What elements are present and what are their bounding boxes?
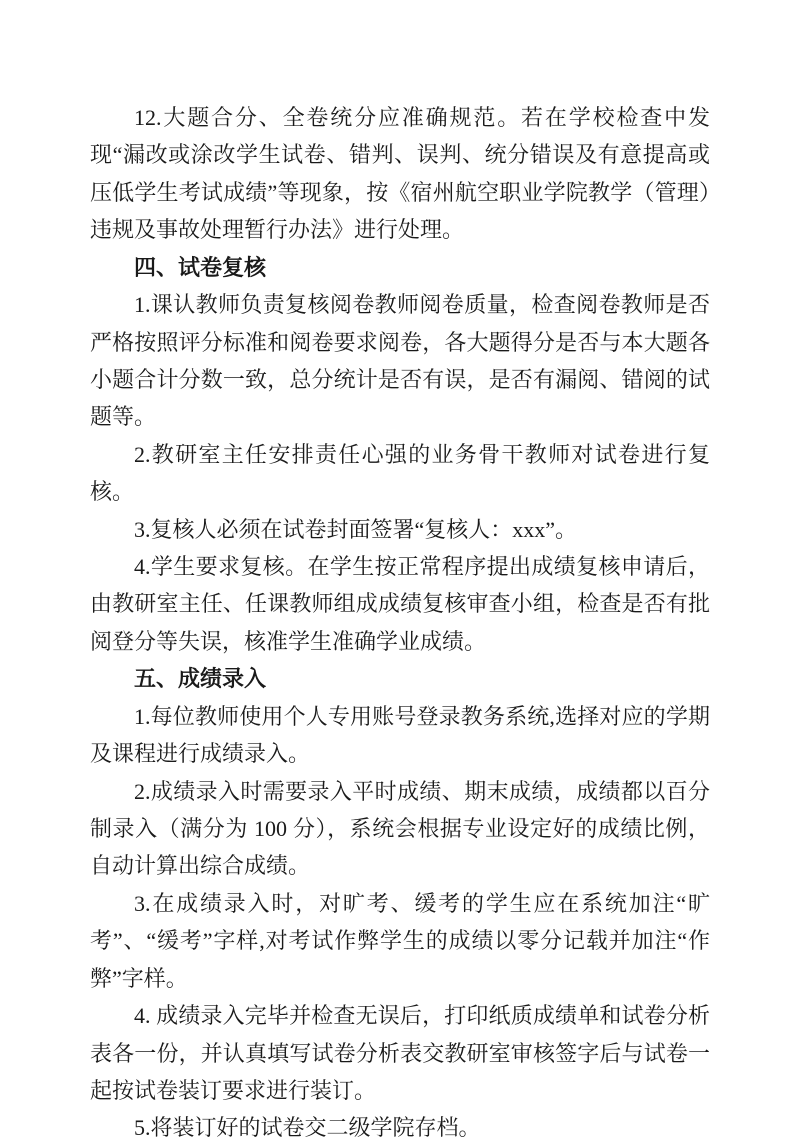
- section-heading-score-entry: 五、成绩录入: [134, 666, 267, 692]
- paragraph-item-12: 12.大题合分、全卷统分应准确规范。若在学校检查中发现“漏改或涂改学生试卷、错判、误判、统分错误及有意提高或压低学生考试成绩”等现象，按《宿州航空职业学院教学（管理）违规及事故处理暂行办法》进行处理。: [90, 105, 710, 243]
- section-heading-review: 四、试卷复核: [134, 254, 267, 280]
- paragraph-score-item-5: 5.将装订好的试卷交二级学院存档。: [134, 1115, 481, 1141]
- paragraph-score-item-4: 4. 成绩录入完毕并检查无误后，打印纸质成绩单和试卷分析表各一份，并认真填写试卷分析表交教研室审核签字后与试卷一起按试卷装订要求进行装订。: [90, 1003, 710, 1103]
- paragraph-review-item-3: 3.复核人必须在试卷封面签署“复核人：xxx”。: [134, 516, 578, 542]
- paragraph-review-item-2: 2.教研室主任安排责任心强的业务骨干教师对试卷进行复核。: [90, 441, 710, 505]
- paragraph-review-item-4: 4.学生要求复核。在学生按正常程序提出成绩复核申请后，由教研室主任、任课教师组成成绩复核审查小组，检查是否有批阅登分等失误，核准学生准确学业成绩。: [90, 554, 710, 654]
- paragraph-score-item-2: 2.成绩录入时需要录入平时成绩、期末成绩，成绩都以百分制录入（满分为 100 分），系统会根据专业设定好的成绩比例，自动计算出综合成绩。: [90, 778, 710, 879]
- paragraph-score-item-1: 1.每位教师使用个人专用账号登录教务系统,选择对应的学期及课程进行成绩录入。: [90, 703, 710, 767]
- paragraph-score-item-3: 3.在成绩录入时，对旷考、缓考的学生应在系统加注“旷考”、“缓考”字样,对考试作弊学生的成绩以零分记载并加注“作弊”字样。: [90, 890, 710, 991]
- paragraph-review-item-1: 1.课认教师负责复核阅卷教师阅卷质量，检查阅卷教师是否严格按照评分标准和阅卷要求阅卷，各大题得分是否与本大题各小题合计分数一致，总分统计是否有误，是否有漏阅、错阅的试题等。: [90, 292, 710, 430]
